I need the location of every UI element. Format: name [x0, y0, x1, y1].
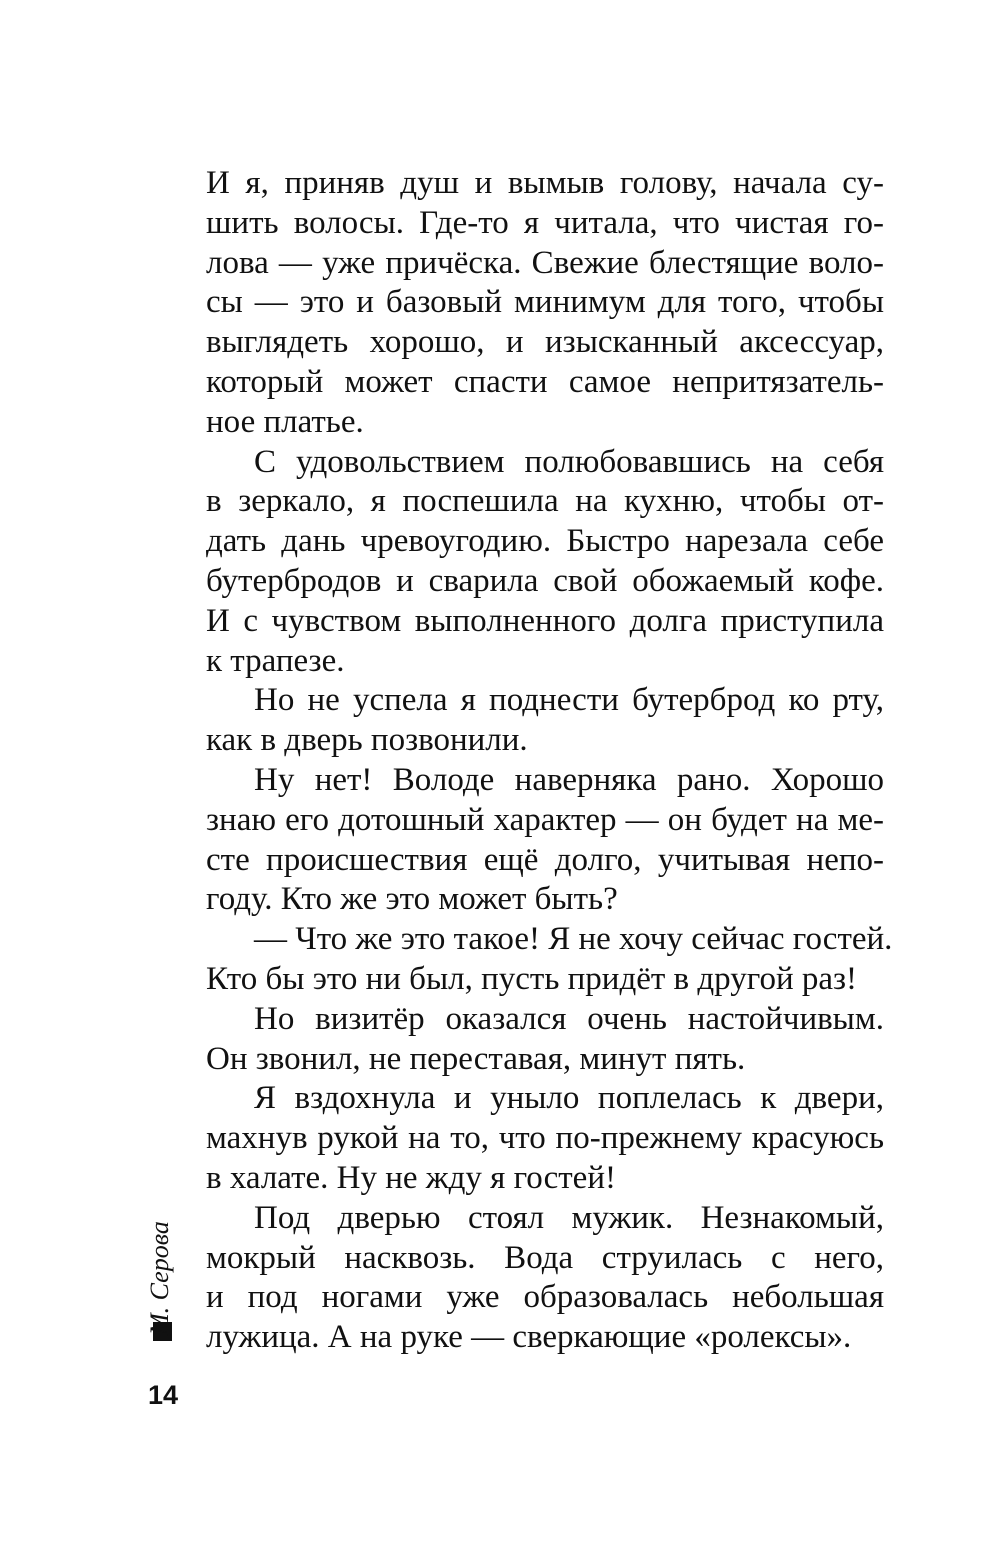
text-line: Он звонил, не переставая, минут пять. — [206, 1040, 746, 1077]
text-line: С удовольствием полюбовавшись на себя — [254, 443, 884, 480]
paragraph — [206, 164, 884, 443]
text-line: в халате. Ну не жду я гостей! — [206, 1159, 616, 1196]
paragraph — [206, 920, 893, 1000]
paragraph — [206, 761, 884, 920]
text-line: и под ногами уже образовалась небольшая — [206, 1279, 884, 1316]
text-line: мокрый насквозь. Вода струилась с него, — [206, 1239, 884, 1276]
paragraph — [206, 1199, 884, 1358]
text-line: который может спасти самое непритязатель- — [206, 363, 884, 400]
text-line: знаю его дотошный характер — он будет на ме- — [206, 801, 884, 838]
text-line: Но визитёр оказался очень настойчивым. — [254, 1000, 884, 1037]
text-line: лужица. А на руке — сверкающие «ролексы». — [206, 1319, 852, 1356]
text-line: И я, приняв душ и вымыв голову, начала су- — [206, 165, 884, 201]
text-line: году. Кто же это может быть? — [206, 881, 618, 918]
text-line: Но не успела я поднести бутерброд ко рту, — [254, 682, 884, 719]
text-line: Под дверью стоял мужик. Незнакомый, — [254, 1199, 884, 1236]
text-line: как в дверь позвонили. — [206, 722, 528, 759]
text-line: бутербродов и сварила свой обожаемый кофе. — [206, 562, 884, 599]
text-line: к трапезе. — [206, 642, 345, 679]
text-line: И с чувством выполненного долга приступила — [206, 602, 884, 639]
text-line: выглядеть хорошо, и изысканный аксессуар, — [206, 324, 884, 361]
text-line: сы — это и базовый минимум для того, чтобы — [206, 284, 884, 321]
page-number: 14 — [148, 1380, 179, 1410]
text-line: Я вздохнула и уныло поплелась к двери, — [254, 1080, 884, 1117]
text-line: сте происшествия ещё долго, учитывая непо- — [206, 841, 884, 878]
text-line: — Что же это такое! Я не хочу сейчас гостей. — [254, 921, 893, 958]
text-line: шить волосы. Где-то я читала, что чистая го- — [206, 204, 884, 241]
text-line: дать дань чревоугодию. Быстро нарезала себе — [206, 523, 884, 560]
text-line: лова — уже причёска. Свежие блестящие воло- — [206, 244, 884, 281]
text-line: ное платье. — [206, 403, 364, 440]
text-line: в зеркало, я поспешила на кухню, чтобы от- — [206, 483, 884, 520]
running-head-author: М. Серова — [145, 1221, 174, 1335]
paragraph — [206, 681, 884, 761]
text-line: махнув рукой на то, что по-прежнему красуюсь — [206, 1120, 884, 1157]
paragraph — [206, 443, 884, 682]
paragraph — [206, 1000, 884, 1080]
body-text — [206, 164, 893, 1358]
text-line: Ну нет! Володе наверняка рано. Хорошо — [254, 761, 884, 798]
paragraph — [206, 1079, 884, 1198]
text-line: Кто бы это ни был, пусть придёт в другой раз! — [206, 960, 858, 997]
